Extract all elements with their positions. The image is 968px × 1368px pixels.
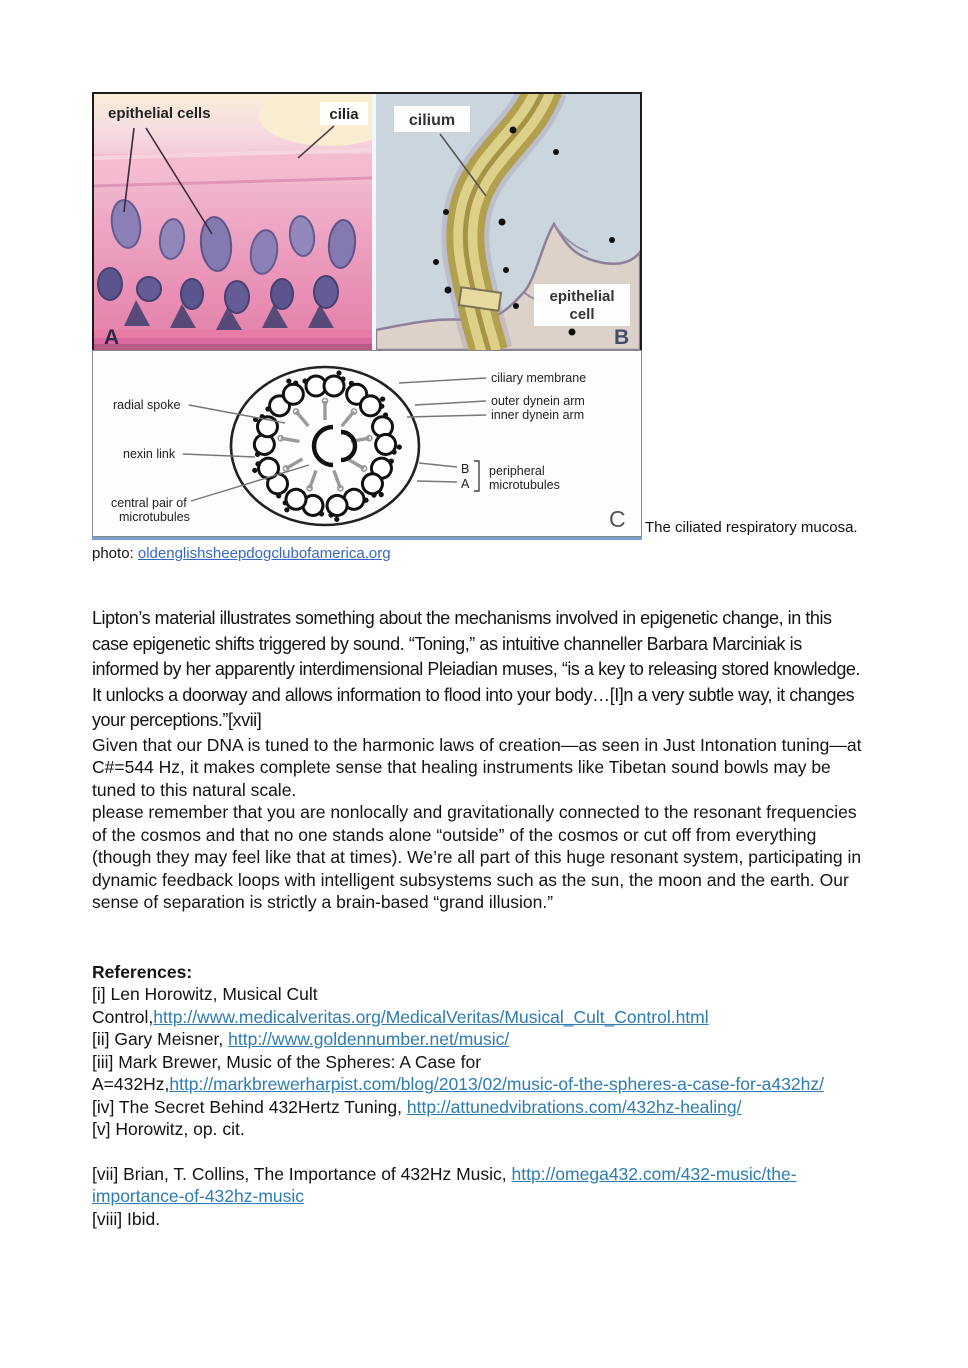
cilium-image [376,94,640,350]
reference-viii [92,1208,872,1231]
reference-vii [92,1163,872,1208]
cilium-panel-b [376,94,640,350]
label-peripheral-2: microtubules [489,478,560,492]
panel-letter-a: A [104,326,120,349]
figure-row [92,92,968,540]
panel-letter-c: C [609,506,626,532]
body-text [92,606,872,914]
label-inner-dynein: inner dynein arm [491,408,585,422]
reference-ii-text: [ii] Gary Meisner, [92,1029,229,1049]
histology-panel-a [94,94,372,350]
reference-v [92,1118,872,1141]
label-mt-a: A [461,477,470,491]
paragraph-resonant-system: please remember that you are nonlocally and gravitationally connected to the resonant frequencies of the cosmos and that no one stands alone “outside” of the cosmos or cut off from everything (though they may feel like that at times). We’re all part of this huge resonant system, participating in dynamic feedback loops with intelligent subsystems such as the sun, the moon and the earth. Our sense of separation is strictly a brain-based “grand illusion.” [92,802,862,912]
label-cilium: cilium [408,112,456,129]
histology-image [94,94,372,350]
photo-credit [92,545,968,562]
panel-letter-b: B [614,326,630,349]
label-epithelial-cell-1: epithelial [549,288,615,305]
reference-i-link[interactable]: http://www.medicalveritas.org/MedicalVeritas/Musical_Cult_Control.html [153,1006,709,1027]
reference-iii-text: [iii] Mark Brewer, Music of the Spheres: A Case for A=432Hz, [92,1051,482,1094]
reference-iv-link[interactable]: http://attunedvibrations.com/432hz-healing/ [406,1096,742,1117]
figure-caption: The ciliated respiratory mucosa. [645,519,858,536]
label-ciliary-membrane: ciliary membrane [491,371,587,385]
reference-gap [92,1141,872,1163]
reference-iv-text: [iv] The Secret Behind 432Hertz Tuning, [92,1096,407,1117]
label-peripheral-1: peripheral [489,464,545,478]
reference-i [92,983,872,1028]
label-cilia: cilia [329,106,359,123]
reference-vii-text: [vii] Brian, T. Collins, The Importance of 432Hz Music, [92,1163,512,1184]
reference-viii-text: [viii] Ibid. [92,1208,161,1229]
label-central-pair-1: central pair of [111,496,187,510]
reference-vii-link[interactable]: http://omega432.com/432-music/the-importance-of-432hz-music [92,1163,797,1206]
references-section [92,961,872,1231]
label-outer-dynein: outer dynein arm [491,394,585,408]
reference-ii [92,1028,872,1051]
cilia-figure [92,92,642,540]
reference-ii-link[interactable]: http://www.goldennumber.net/music/ [228,1029,510,1049]
label-epithelial-cells: epithelial cells [108,105,211,122]
label-nexin-link: nexin link [123,447,176,461]
photo-credit-label: photo: [92,545,138,562]
photo-credit-link[interactable]: oldenglishsheepdogclubofamerica.org [137,545,391,562]
label-mt-b: B [461,462,470,476]
axoneme-diagram-panel-c [92,350,642,537]
paragraph-dna-tuning: Given that our DNA is tuned to the harmonic laws of creation—as seen in Just Intonation tuning—at C#=544 Hz, it makes complete sense that healing instruments like Tibetan sound bowls may be tuned to this natural scale. [92,734,862,800]
references-heading: References: [92,961,193,982]
label-central-pair-2: microtubules [119,510,190,524]
label-epithelial-cell-2: cell [569,306,595,323]
reference-iv [92,1096,872,1119]
reference-iii-link[interactable]: http://markbrewerharpist.com/blog/2013/02/music-of-the-spheres-a-case-for-a432hz/ [169,1074,824,1094]
micrograph-panels [92,92,642,350]
paragraph-lipton: Lipton’s material illustrates something about the mechanisms involved in epigenetic change, in this case epigenetic shifts triggered by sound. “Toning,” as intuitive channeller Barbara Marciniak is informed by her apparently interdimensional Pleiadian muses, “is a key to releasing stored knowledge. It unlocks a doorway and allows information to flood into your body…[I]n a very subtle way, it changes your perceptions.”[xvii] [92,608,860,730]
axoneme-diagram [93,351,641,534]
reference-iii [92,1051,872,1096]
label-radial-spoke: radial spoke [113,398,181,412]
reference-v-text: [v] Horowitz, op. cit. [92,1119,245,1139]
reference-i-text: [i] Len Horowitz, Musical Cult Control, [92,984,318,1027]
